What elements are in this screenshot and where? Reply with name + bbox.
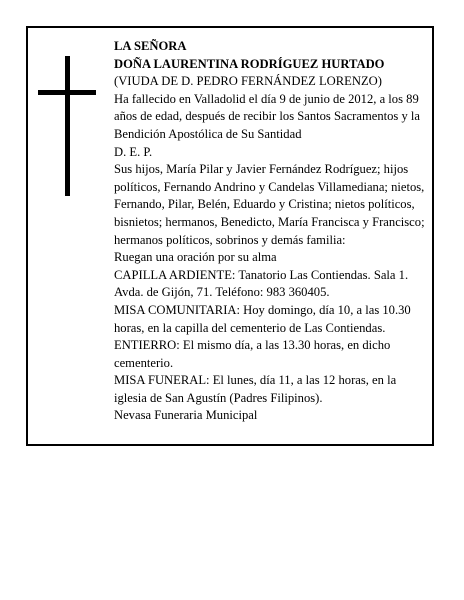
chapel-label: CAPILLA ARDIENTE:: [114, 267, 236, 282]
widow-of: (VIUDA DE D. PEDRO FERNÁNDEZ LORENZO): [114, 74, 382, 89]
prayer-request: Ruegan una oración por su alma: [114, 250, 277, 265]
cross-horizontal-bar: [38, 90, 96, 95]
funeral-mass-label: MISA FUNERAL:: [114, 373, 210, 388]
cross-vertical-bar: [65, 56, 70, 196]
funeral-mass-text: El lunes, día 11, a las 12 horas, en la iglesia de San Agustín (Padres Filipinos).: [114, 373, 397, 405]
cross-icon: [38, 56, 96, 196]
deceased-name: DOÑA LAURENTINA RODRÍGUEZ HURTADO: [114, 56, 385, 71]
notice-title: LA SEÑORA: [114, 39, 187, 53]
dep-abbreviation: D. E. P.: [114, 144, 153, 159]
funeral-mass-info: [114, 372, 426, 407]
death-statement: Ha fallecido en Valladolid el día 9 de junio de 2012, a los 89 años de edad, después de recibir los Santos Sacramentos y la Bendición Apostólica de Su Santidad: [114, 91, 421, 141]
community-mass-text: Hoy domingo, día 10, a las 10.30 horas, en la capilla del cementerio de Las Contiendas.: [114, 302, 411, 335]
burial-label: ENTIERRO:: [114, 338, 180, 353]
community-mass-label: MISA COMUNITARIA:: [114, 302, 240, 317]
obituary-text: [114, 38, 426, 425]
chapel-text: Tanatorio Las Contiendas. Sala 1. Avda. de Gijón, 71. Teléfono: 983 360405.: [114, 267, 409, 300]
family-list: Sus hijos, María Pilar y Javier Fernández Rodríguez; hijos políticos, Fernando Andrino y Candelas Villamediana; nietos, Fernando, Pilar, Belén, Eduardo y Cristina; nietos políticos, bisnietos; hermanos, Benedicto, María Francisca y Francisco; hermanos políticos, sobrinos y demás familia:: [114, 162, 425, 247]
burial-text: El mismo día, a las 13.30 horas, en dicho cementerio.: [114, 338, 391, 370]
chapel-info: [114, 267, 426, 302]
community-mass-info: [114, 302, 426, 372]
funeral-home: Nevasa Funeraria Municipal: [114, 408, 258, 423]
